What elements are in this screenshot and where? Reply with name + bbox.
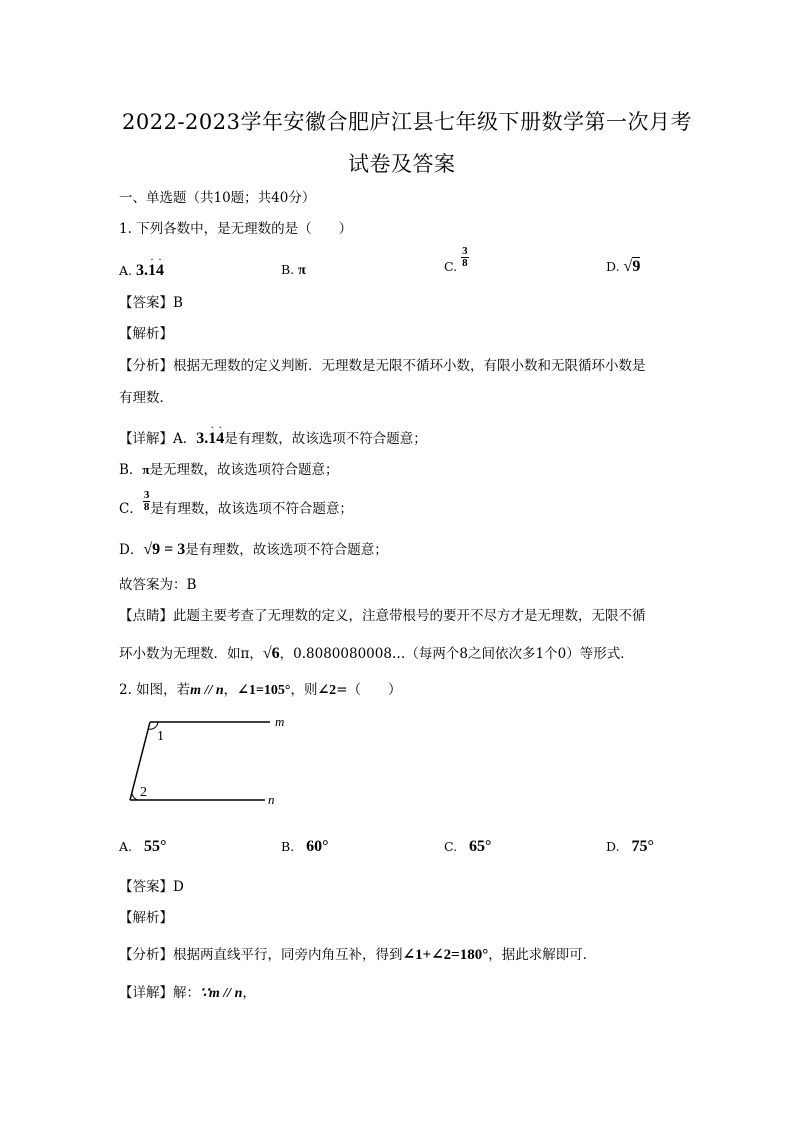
- xiangjie-d-text: 是有理数，故该选项不符合题意；: [185, 542, 388, 558]
- q1-option-b-label: B.: [281, 262, 295, 277]
- xiangjie-b-text: 是无理数，故该选项符合题意；: [149, 462, 339, 478]
- q1-option-d-value: [624, 257, 641, 275]
- q2-xiangjie-end: ，: [242, 985, 256, 1001]
- q1-dianjing-line1: 【点睛】此题主要考查了无理数的定义，注意带根号的要开不尽方才是无理数，无限不循: [119, 608, 646, 624]
- question-1-stem: 1. 下列各数中，是无理数的是（ ）: [119, 221, 353, 237]
- xiangjie-a-text: 是有理数，故该选项不符合题意；: [224, 431, 427, 447]
- q1-analysis-heading: 【解析】: [119, 326, 173, 342]
- q2-stem-parallel: m // n: [190, 683, 224, 698]
- label-angle-1: 1: [157, 729, 164, 744]
- q2-fenxi: [119, 943, 596, 964]
- q2-option-d-value: 75°: [631, 838, 654, 855]
- q2-option-b-label: B.: [281, 839, 295, 854]
- q1-conclusion: 故答案为：B: [119, 577, 197, 593]
- q1-option-a-digit1: · 1: [148, 262, 156, 279]
- q1-option-c-label: C.: [444, 259, 458, 274]
- q2-option-c-label: C.: [444, 839, 458, 854]
- page-title: 2022-2023学年安徽合肥庐江县七年级下册数学第一次月考: [122, 110, 692, 134]
- q1-xiangjie-b: [119, 458, 339, 478]
- fraction-numerator: 3: [143, 489, 150, 501]
- q2-option-c: [444, 838, 491, 856]
- q1-option-a-int: 3.: [136, 262, 148, 279]
- dianjing-line2-math: √6: [262, 645, 280, 662]
- fraction-denominator: 8: [462, 257, 468, 269]
- label-n: n: [268, 792, 275, 807]
- xiangjie-heading: 【详解】A．: [119, 431, 197, 447]
- q1-answer: 【答案】B: [119, 295, 183, 311]
- q1-xiangjie-c: [119, 490, 353, 517]
- q1-option-b: [281, 262, 306, 279]
- q1-option-b-value: π: [298, 263, 306, 278]
- xiangjie-a-digit2: · 4: [216, 430, 224, 447]
- q2-xiangjie-math: ∵m // n: [200, 986, 243, 1001]
- question-2-stem: [119, 678, 402, 699]
- xiangjie-a-digit1: · 1: [208, 430, 216, 447]
- label-m: m: [275, 714, 285, 729]
- xiangjie-d-math: √9 = 3: [143, 541, 186, 558]
- q2-xiangjie: [119, 981, 256, 1002]
- dianjing-line2-start: 环小数为无理数．如π，: [119, 646, 263, 662]
- q1-xiangjie-d: [119, 538, 388, 559]
- q1-xiangjie-a: [119, 427, 427, 448]
- q1-option-d-label: D.: [606, 259, 620, 274]
- parallel-lines-figure: [120, 708, 300, 808]
- angle-2-arc: [132, 792, 138, 800]
- dianjing-line2-end: ，0.8080080008…（每两个8之间依次多1个0）等形式．: [279, 646, 634, 662]
- radicand: 9: [632, 258, 641, 275]
- q1-option-a-digit2: · 4: [156, 262, 164, 279]
- q2-stem-angle2: ∠2: [317, 683, 337, 698]
- q2-stem-c: ，则: [290, 682, 318, 698]
- q2-option-c-value: 65°: [469, 838, 492, 855]
- q1-option-a-value: [136, 262, 164, 279]
- q2-analysis-heading: 【解析】: [119, 910, 173, 926]
- q1-option-d: [606, 258, 640, 276]
- q2-option-b-value: 60°: [306, 838, 329, 855]
- fraction-denominator: 8: [143, 501, 150, 513]
- q2-fenxi-math: ∠1+∠2=180°: [402, 947, 489, 963]
- q2-option-a: [119, 838, 166, 856]
- q1-dianjing-line2: [119, 642, 634, 663]
- q2-stem-b: ，: [223, 682, 238, 698]
- q1-option-c: [444, 246, 469, 274]
- q2-fenxi-end: ，据此求解即可．: [488, 947, 597, 963]
- q2-option-a-label: A.: [119, 839, 133, 854]
- xiangjie-b-math: π: [142, 462, 150, 477]
- q2-stem-angle1: ∠1=105°: [237, 683, 291, 698]
- xiangjie-d-label: D．: [119, 542, 144, 558]
- q2-option-d: [606, 838, 654, 856]
- q2-xiangjie-start: 【详解】解：: [119, 985, 200, 1001]
- xiangjie-a-math: [196, 430, 224, 447]
- q1-option-a: [119, 262, 164, 280]
- q2-option-a-value: 55°: [143, 838, 167, 855]
- q2-stem-d: =（ ）: [336, 682, 402, 698]
- xiangjie-c-text: 是有理数，故该选项不符合题意；: [150, 501, 353, 517]
- q2-fenxi-start: 【分析】根据两直线平行，同旁内角互补，得到: [119, 947, 403, 963]
- xiangjie-a-int: 3.: [196, 430, 209, 447]
- q2-option-b: [281, 838, 329, 856]
- page-title-line2: 试卷及答案: [348, 152, 456, 176]
- fraction-numerator: 3: [462, 245, 468, 257]
- xiangjie-b-label: B．: [119, 462, 143, 478]
- section-heading: 一、单选题（共10题；共40分）: [119, 190, 316, 206]
- q1-option-a-label: A.: [119, 263, 133, 278]
- q2-option-d-label: D.: [606, 839, 620, 854]
- radical-sign: √: [623, 258, 633, 275]
- q1-fenxi-line2: 有理数．: [119, 390, 173, 406]
- q2-answer: 【答案】D: [119, 879, 184, 895]
- xiangjie-c-label: C．: [119, 501, 143, 517]
- q1-option-c-fraction: [461, 246, 469, 269]
- q1-fenxi-line1: 【分析】根据无理数的定义判断．无理数是无限不循环小数，有限小数和无限循环小数是: [119, 358, 646, 374]
- label-angle-2: 2: [140, 785, 147, 800]
- q2-stem-a: 2. 如图，若: [119, 682, 191, 698]
